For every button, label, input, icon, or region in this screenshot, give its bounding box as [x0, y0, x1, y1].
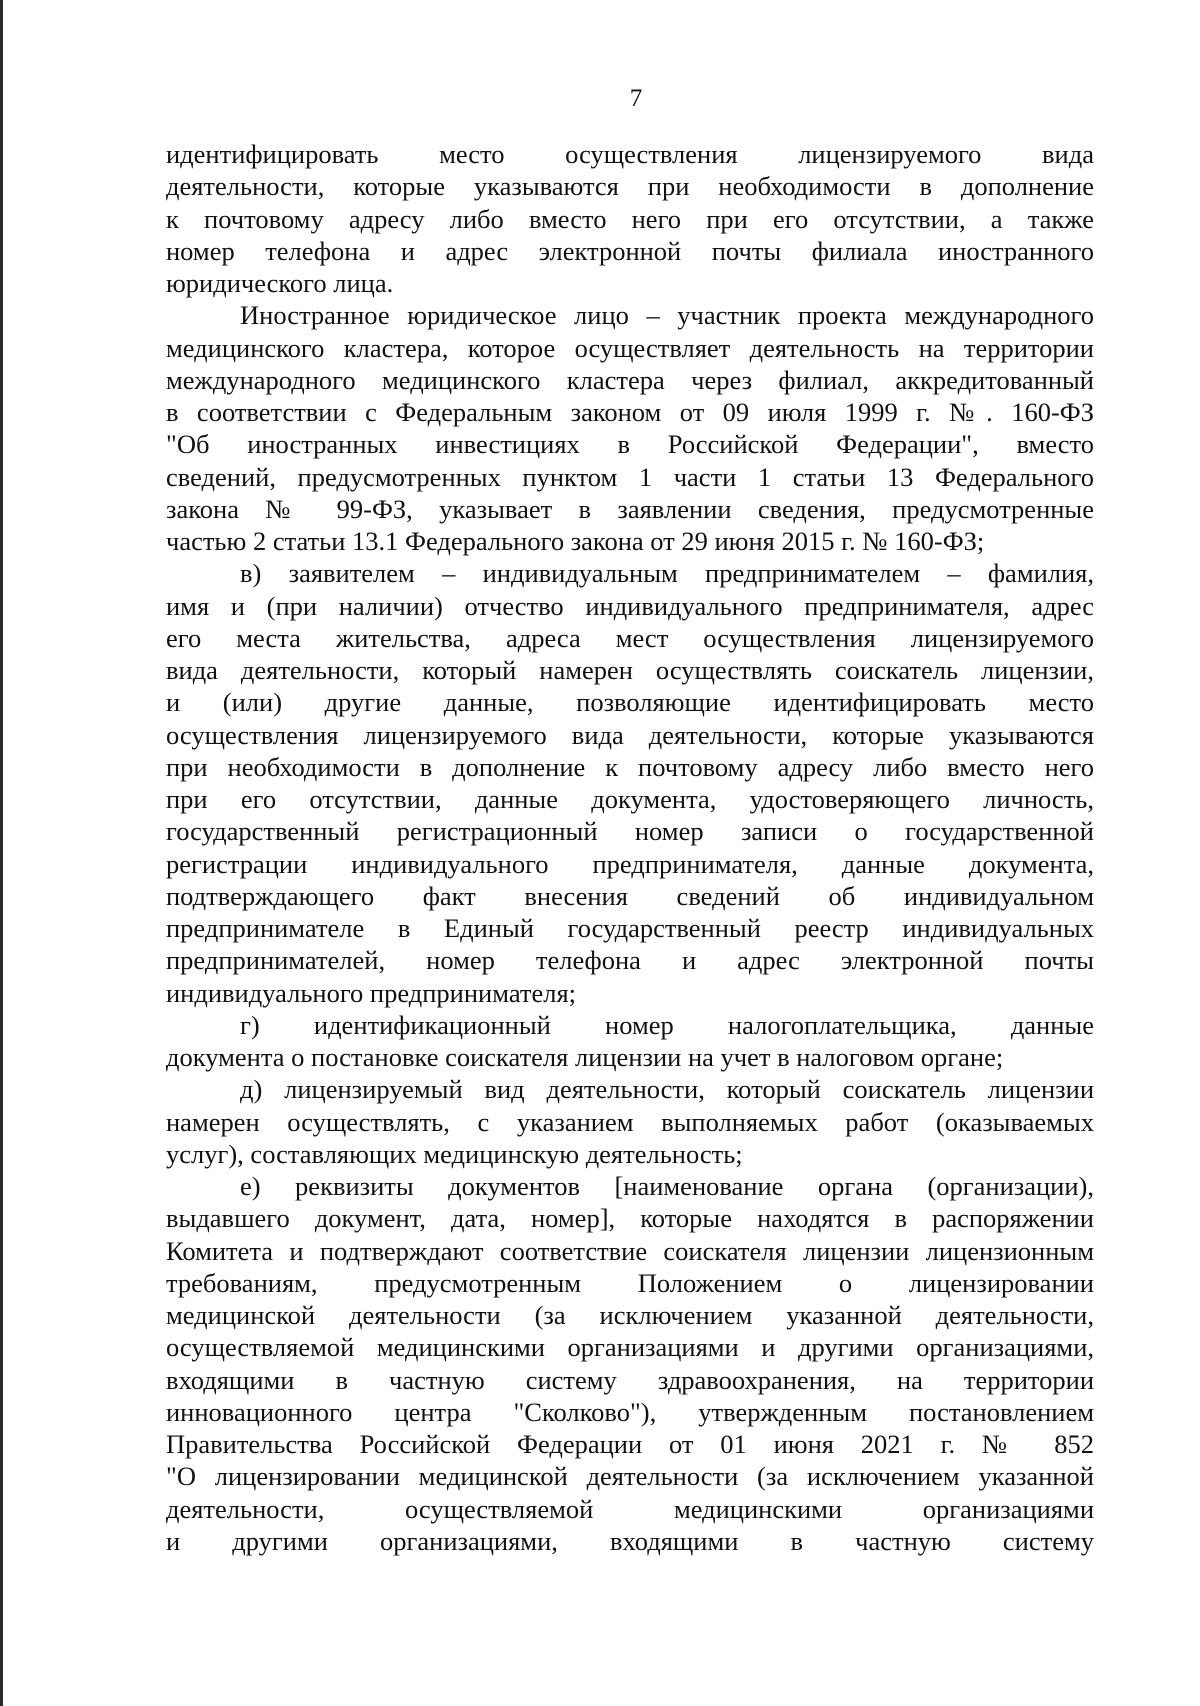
page-number: 7 — [629, 85, 643, 112]
text-line: в) заявителем – индивидуальным предпринимателем – фамилия, — [240, 558, 1094, 589]
text-line: выдавшего документ, дата, номер], которые находятся в распоряжении — [166, 1203, 1094, 1234]
text-line: подтверждающего факт внесения сведений об индивидуальном — [166, 880, 1094, 911]
scan-left-edge — [0, 0, 3, 1706]
text-line: Правительства Российской Федерации от 01 июня 2021 г. № 852 — [166, 1429, 1094, 1459]
text-line: индивидуального предпринимателя; — [166, 977, 577, 1008]
text-line: имя и (при наличии) отчество индивидуального предпринимателя, адрес — [166, 590, 1094, 621]
document-body — [166, 138, 1094, 1557]
text-line: медицинской деятельности (за исключением указанной деятельности, — [166, 1300, 1094, 1330]
text-line: международного медицинского кластера через филиал, аккредитованный — [166, 364, 1094, 395]
text-line: требованиям, предусмотренным Положением о лицензировании — [166, 1267, 1094, 1298]
text-line: идентифицировать место осуществления лицензируемого вида — [166, 139, 1094, 169]
text-line: юридического лица. — [166, 268, 394, 298]
text-line: услуг), составляющих медицинскую деятельность; — [166, 1138, 743, 1169]
text-line: его места жительства, адреса мест осуществления лицензируемого — [166, 622, 1094, 653]
text-line: предпринимателей, номер телефона и адрес электронной почты — [166, 945, 1094, 976]
text-line: осуществляемой медицинскими организациями и другими организациями, — [166, 1332, 1094, 1363]
text-line: "О лицензировании медицинской деятельности (за исключением указанной — [166, 1461, 1094, 1492]
text-line: при необходимости в дополнение к почтовому адресу либо вместо него — [166, 751, 1094, 782]
text-line: деятельности, осуществляемой медицинскими организациями — [166, 1493, 1094, 1524]
text-line: осуществления лицензируемого вида деятельности, которые указываются — [166, 719, 1094, 750]
text-line: намерен осуществлять, с указанием выполняемых работ (оказываемых — [166, 1106, 1094, 1137]
text-line: и (или) другие данные, позволяющие идентифицировать место — [166, 687, 1094, 718]
text-line: предпринимателе в Единый государственный реестр индивидуальных — [166, 913, 1094, 943]
text-line: "Об иностранных инвестициях в Российской Федерации", вместо — [166, 429, 1094, 460]
text-line: государственный регистрационный номер записи о государственной — [166, 816, 1094, 847]
text-line: к почтовому адресу либо вместо него при его отсутствии, а также — [166, 203, 1094, 234]
text-line: входящими в частную систему здравоохранения, на территории — [166, 1364, 1094, 1395]
text-line: в соответствии с Федеральным законом от 09 июля 1999 г. №. 160-ФЗ — [166, 397, 1094, 427]
text-line: и другими организациями, входящими в частную систему — [166, 1525, 1094, 1556]
text-line: документа о постановке соискателя лицензии на учет в налоговом органе; — [166, 1042, 1004, 1072]
text-line: частью 2 статьи 13.1 Федерального закона от 29 июня 2015 г. № 160-ФЗ; — [166, 526, 985, 556]
text-line: номер телефона и адрес электронной почты филиала иностранного — [166, 235, 1094, 266]
text-line: вида деятельности, который намерен осуществлять соискатель лицензии, — [166, 655, 1094, 685]
text-line: сведений, предусмотренных пунктом 1 части 1 статьи 13 Федерального — [166, 461, 1094, 492]
text-line: медицинского кластера, которое осуществляет деятельность на территории — [166, 332, 1094, 363]
text-line: г) идентификационный номер налогоплательщика, данные — [240, 1009, 1094, 1040]
text-line: закона № 99-ФЗ, указывает в заявлении сведения, предусмотренные — [166, 493, 1094, 524]
text-line: Иностранное юридическое лицо – участник проекта международного — [240, 300, 1094, 331]
text-line: Комитета и подтверждают соответствие соискателя лицензии лицензионным — [166, 1235, 1094, 1266]
text-line: регистрации индивидуального предпринимателя, данные документа, — [166, 848, 1094, 879]
text-line: е) реквизиты документов [наименование органа (организации), — [240, 1171, 1094, 1201]
text-line: при его отсутствии, данные документа, удостоверяющего личность, — [166, 784, 1094, 814]
text-line: д) лицензируемый вид деятельности, который соискатель лицензии — [240, 1074, 1094, 1105]
text-line: деятельности, которые указываются при необходимости в дополнение — [166, 171, 1094, 202]
text-line: инновационного центра "Сколково"), утвержденным постановлением — [166, 1396, 1094, 1427]
